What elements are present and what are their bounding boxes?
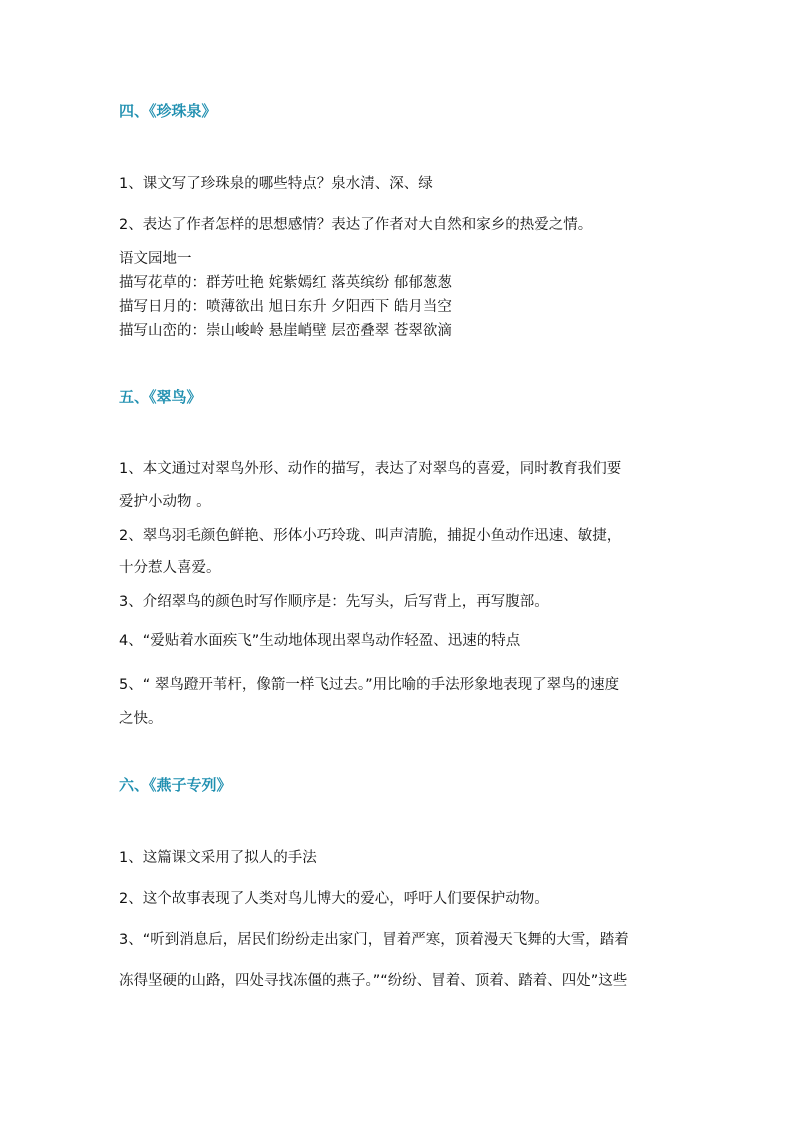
text-line: 2、翠鸟羽毛颜色鲜艳、形体小巧玲珑、叫声清脆，捕捉小鱼动作迅速、敏捷， [119, 528, 622, 544]
text-line: 2、表达了作者怎样的思想感情？表达了作者对大自然和家乡的热爱之情。 [119, 217, 593, 233]
text-line: 语文园地一 [119, 251, 192, 267]
text-line: 2、这个故事表现了人类对鸟儿博大的爱心，呼吁人们要保护动物。 [119, 891, 549, 907]
text-line: 1、课文写了珍珠泉的哪些特点？泉水清、深、绿 [119, 176, 433, 192]
text-line: 爱护小动物 。 [119, 494, 211, 510]
text-line: 描写日月的：喷薄欲出 旭日东升 夕阳西下 皓月当空 [119, 299, 452, 315]
text-line: 冻得坚硬的山路，四处寻找冻僵的燕子。”“纷纷、冒着、顶着、踏着、四处”这些 [119, 973, 628, 989]
text-line: 1、这篇课文采用了拟人的手法 [119, 850, 317, 866]
text-line: 十分惹人喜爱。 [119, 560, 221, 576]
text-line: 1、本文通过对翠鸟外形、动作的描写，表达了对翠鸟的喜爱，同时教育我们要 [119, 461, 622, 477]
text-line: 之快。 [119, 711, 163, 727]
text-line: 5、“ 翠鸟蹬开苇杆，像箭一样飞过去。”用比喻的手法形象地表现了翠鸟的速度 [119, 677, 620, 693]
text-line: 3、“听到消息后，居民们纷纷走出家门，冒着严寒，顶着漫天飞舞的大雪，踏着 [119, 932, 629, 948]
text-line: 描写花草的：群芳吐艳 姹紫嫣红 落英缤纷 郁郁葱葱 [119, 275, 452, 291]
text-line: 4、“爱贴着水面疾飞”生动地体现出翠鸟动作轻盈、迅速的特点 [119, 633, 521, 649]
section-heading-yanzizhuanlie: 六、《燕子专列》 [119, 776, 232, 794]
text-line: 描写山峦的：崇山峻岭 悬崖峭壁 层峦叠翠 苍翠欲滴 [119, 323, 452, 339]
section-heading-cuiniao: 五、《翠鸟》 [119, 388, 202, 406]
section-heading-zhenzhuquan: 四、《珍珠泉》 [119, 102, 217, 120]
text-line: 3、介绍翠鸟的颜色时写作顺序是：先写头，后写背上，再写腹部。 [119, 594, 549, 610]
